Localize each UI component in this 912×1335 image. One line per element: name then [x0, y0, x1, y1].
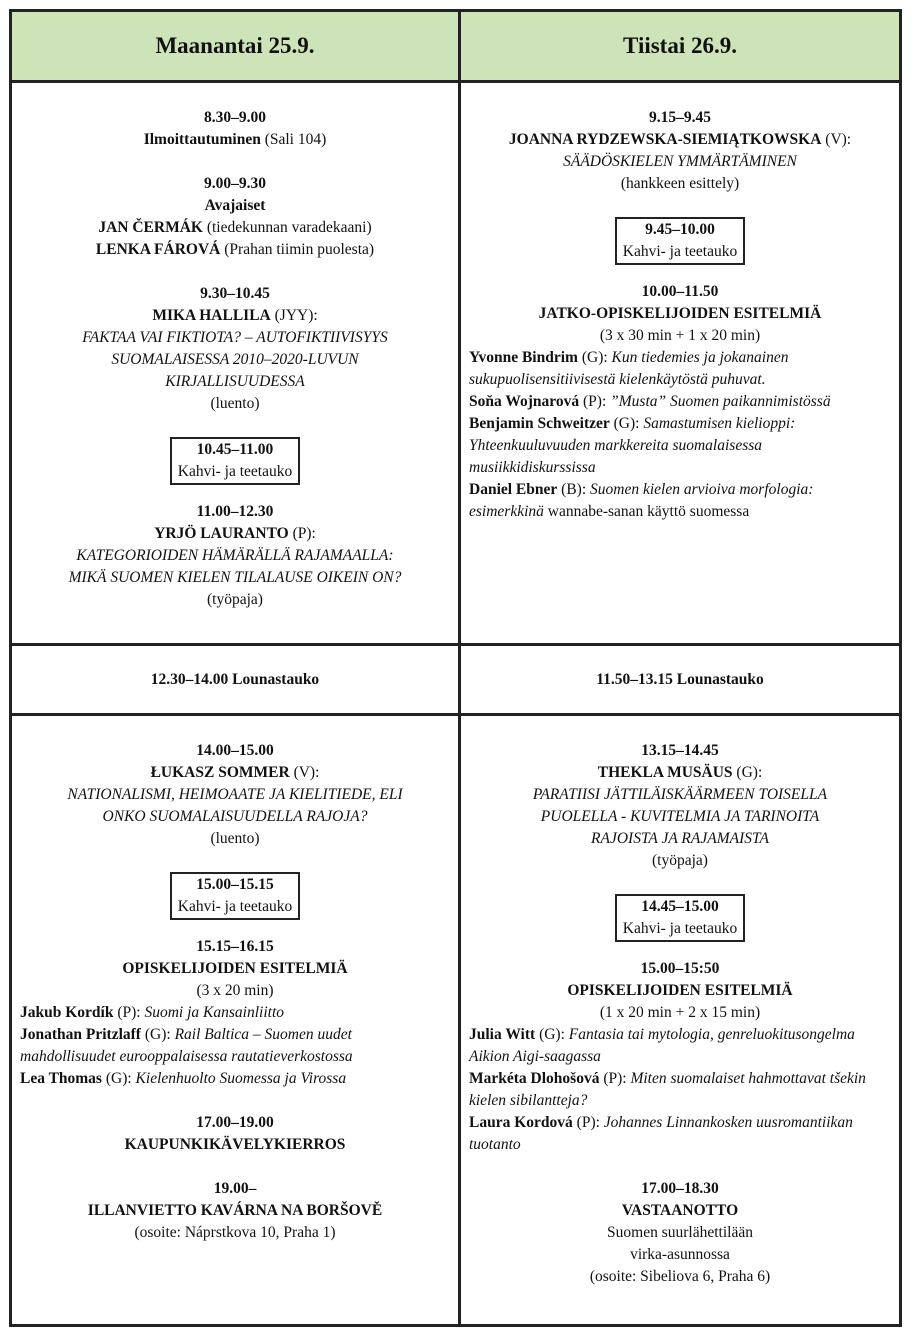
affiliation: (G): [732, 764, 763, 781]
talk-list [469, 1024, 891, 1156]
talk-item [469, 1112, 891, 1156]
talk-title-tail: wannabe-sanan käyttö suomessa [543, 503, 750, 520]
speaker: MIKA HALLILA [152, 307, 271, 324]
speaker: Julia Witt [469, 1026, 536, 1043]
talk-title: FAKTAA VAI FIKTIOTA? – AUTOFIKTIIVISYYS [82, 329, 388, 346]
time: 15.15–16.15 [196, 938, 274, 955]
speaker: THEKLA MUSÄUS [597, 764, 733, 781]
monday-header: Maanantai 25.9. [11, 11, 460, 82]
talk-item [469, 347, 891, 391]
talk-item [469, 1068, 891, 1112]
title: OPISKELIJOIDEN ESITELMIÄ [567, 982, 793, 999]
time: 19.00– [213, 1180, 257, 1197]
talk-title: Samastumisen kielioppi: Yhteenkuuluvuuden markkereita suomalaisessa musiikkidiskurssissa [469, 415, 796, 476]
title: JATKO-OPISKELIJOIDEN ESITELMIÄ [538, 305, 822, 322]
affiliation: (B): [557, 481, 590, 498]
talk-title: SÄÄDÖSKIELEN YMMÄRTÄMINEN [563, 153, 797, 170]
talk-title: Suomen kielen arvioiva morfologia: esimerkkinä [469, 481, 814, 520]
coffee-break [170, 437, 300, 485]
talk-item [469, 413, 891, 479]
tuesday-afternoon [460, 715, 901, 1326]
time: 9.30–10.45 [200, 285, 270, 302]
speaker: Jakub Kordík [20, 1004, 114, 1021]
label: Kahvi- ja teetauko [177, 463, 293, 480]
talk-item [469, 1024, 891, 1068]
talk-title: NATIONALISMI, HEIMOAATE JA KIELITIEDE, ELI [67, 786, 403, 803]
talk-title: Fantasia tai mytologia, genreluokitusongelma Aikion Aigi-saagassa [469, 1026, 855, 1065]
reception-block [469, 1178, 891, 1288]
speaker: Markéta Dlohošová [469, 1070, 600, 1087]
format: (1 x 20 min + 2 x 15 min) [599, 1004, 761, 1021]
role: (Prahan tiimin puolesta) [220, 241, 375, 258]
session-type: (luento) [210, 395, 260, 412]
time: 17.00–19.00 [196, 1114, 274, 1131]
header-row [11, 11, 901, 82]
label: Kahvi- ja teetauko [177, 898, 293, 915]
title: KAUPUNKIKÄVELYKIERROS [124, 1136, 346, 1153]
student-talks-block [20, 936, 450, 1090]
venue-line: Suomen suurlähettilään [607, 1224, 753, 1241]
time: 14.00–15.00 [196, 742, 274, 759]
session-type: (työpaja) [652, 852, 708, 869]
title: Avajaiset [204, 197, 266, 214]
monday-afternoon [11, 715, 460, 1326]
speaker: LENKA FÁROVÁ [95, 241, 221, 258]
talk-title: ”Musta” Suomen paikannimistössä [610, 393, 831, 410]
talk-item [20, 1024, 450, 1068]
format: (3 x 30 min + 1 x 20 min) [599, 327, 761, 344]
coffee-break [615, 894, 745, 942]
talk-list [20, 1002, 450, 1090]
session-type: (luento) [210, 830, 260, 847]
address: (osoite: Náprstkova 10, Praha 1) [134, 1224, 336, 1241]
time: 15.00–15:50 [640, 960, 720, 977]
affiliation: (P): [288, 525, 316, 542]
affiliation: (P): [572, 1114, 604, 1131]
speaker: Soňa Wojnarová [469, 393, 580, 410]
time: 11.00–12.30 [196, 503, 274, 520]
talk-title: RAJOISTA JA RAJAMAISTA [591, 830, 769, 847]
workshop-block [20, 501, 450, 611]
affiliation: (JYY): [270, 307, 318, 324]
time: 9.00–9.30 [204, 175, 266, 192]
speaker: Lea Thomas [20, 1070, 102, 1087]
affiliation: (G): [101, 1070, 136, 1087]
speaker: YRJÖ LAURANTO [154, 525, 289, 542]
title: ILLANVIETTO KAVÁRNA NA BORŠOVĚ [87, 1202, 383, 1219]
label: Kahvi- ja teetauko [622, 243, 738, 260]
session-type: (hankkeen esittely) [620, 175, 740, 192]
project-block [469, 107, 891, 195]
talk-title: Miten suomalaiset hahmottavat tšekin kielen sibilantteja? [469, 1070, 866, 1109]
venue-line: virka-asunnossa [630, 1246, 730, 1263]
speaker: JOANNA RYDZEWSKA-SIEMIĄTKOWSKA [508, 131, 822, 148]
talk-title: SUOMALAISESSA 2010–2020-LUVUN [111, 351, 359, 368]
time: 9.15–9.45 [649, 109, 711, 126]
talk-item [20, 1002, 450, 1024]
tuesday-header: Tiistai 26.9. [460, 11, 901, 82]
title: OPISKELIJOIDEN ESITELMIÄ [122, 960, 348, 977]
time: 14.45–15.00 [641, 898, 719, 915]
session-type: (työpaja) [207, 591, 263, 608]
talk-list [469, 347, 891, 523]
monday-lunch: 12.30–14.00 Lounastauko [11, 645, 460, 715]
talk-title: PARATIISI JÄTTILÄISKÄÄRMEEN TOISELLA [532, 786, 828, 803]
talk-item [469, 391, 891, 413]
lecture-block [20, 740, 450, 850]
lunch-row [11, 645, 901, 715]
lecture-block [20, 283, 450, 415]
talk-title: Suomi ja Kansainliitto [144, 1004, 284, 1021]
student-talks-block [469, 958, 891, 1156]
speaker: ŁUKASZ SOMMER [150, 764, 290, 781]
talk-title: KATEGORIOIDEN HÄMÄRÄLLÄ RAJAMAALLA: [76, 547, 394, 564]
title: Ilmoittautuminen [143, 131, 261, 148]
talk-title: Kun tiedemies ja jokanainen sukupuolisensitiivisestä kielenkäytöstä puhuvat. [469, 349, 789, 388]
label: Kahvi- ja teetauko [622, 920, 738, 937]
workshop-block [469, 740, 891, 872]
time: 13.15–14.45 [641, 742, 719, 759]
affiliation: (P): [599, 1070, 631, 1087]
title: VASTAANOTTO [621, 1202, 739, 1219]
monday-morning [11, 82, 460, 645]
role: (tiedekunnan varadekaani) [202, 219, 372, 236]
address: (osoite: Sibeliova 6, Praha 6) [589, 1268, 771, 1285]
affiliation: (G): [535, 1026, 569, 1043]
phd-talks-block [469, 281, 891, 523]
time: 8.30–9.00 [204, 109, 266, 126]
time: 17.00–18.30 [641, 1180, 719, 1197]
speaker: Daniel Ebner [469, 481, 558, 498]
time: 10.00–11.50 [641, 283, 719, 300]
affiliation: (P): [113, 1004, 145, 1021]
affiliation: (V): [289, 764, 320, 781]
affiliation: (G): [140, 1026, 175, 1043]
affiliation: (P): [579, 393, 611, 410]
talk-item [20, 1068, 450, 1090]
opening-block [20, 173, 450, 261]
walking-tour-block [20, 1112, 450, 1156]
talk-title: Kielenhuolto Suomessa ja Virossa [135, 1070, 347, 1087]
talk-title: Johannes Linnankosken uusromantiikan tuotanto [469, 1114, 853, 1153]
affiliation: (G): [577, 349, 612, 366]
talk-title: KIRJALLISUUDESSA [165, 373, 305, 390]
talk-title: ONKO SUOMALAISUUDELLA RAJOJA? [102, 808, 368, 825]
coffee-break [615, 217, 745, 265]
evening-block [20, 1178, 450, 1244]
talk-title: PUOLELLA - KUVITELMIA JA TARINOITA [540, 808, 820, 825]
tuesday-lunch: 11.50–13.15 Lounastauko [460, 645, 901, 715]
morning-row [11, 82, 901, 645]
speaker: Benjamin Schweitzer [469, 415, 610, 432]
tuesday-morning [460, 82, 901, 645]
registration-block [20, 107, 450, 151]
schedule-table [9, 9, 902, 1327]
talk-item [469, 479, 891, 523]
note: (Sali 104) [260, 131, 327, 148]
affiliation: (V): [821, 131, 852, 148]
speaker: Yvonne Bindrim [469, 349, 578, 366]
speaker: Jonathan Pritzlaff [20, 1026, 141, 1043]
afternoon-row [11, 715, 901, 1326]
talk-title: MIKÄ SUOMEN KIELEN TILALAUSE OIKEIN ON? [68, 569, 402, 586]
coffee-break [170, 872, 300, 920]
talk-title: Rail Baltica – Suomen uudet mahdollisuudet eurooppalaisessa rautatieverkostossa [20, 1026, 353, 1065]
speaker: JAN ČERMÁK [98, 219, 203, 236]
affiliation: (G): [609, 415, 644, 432]
speaker: Laura Kordová [469, 1114, 573, 1131]
time: 9.45–10.00 [645, 221, 715, 238]
format: (3 x 20 min) [196, 982, 274, 999]
time: 15.00–15.15 [196, 876, 274, 893]
time: 10.45–11.00 [196, 441, 274, 458]
